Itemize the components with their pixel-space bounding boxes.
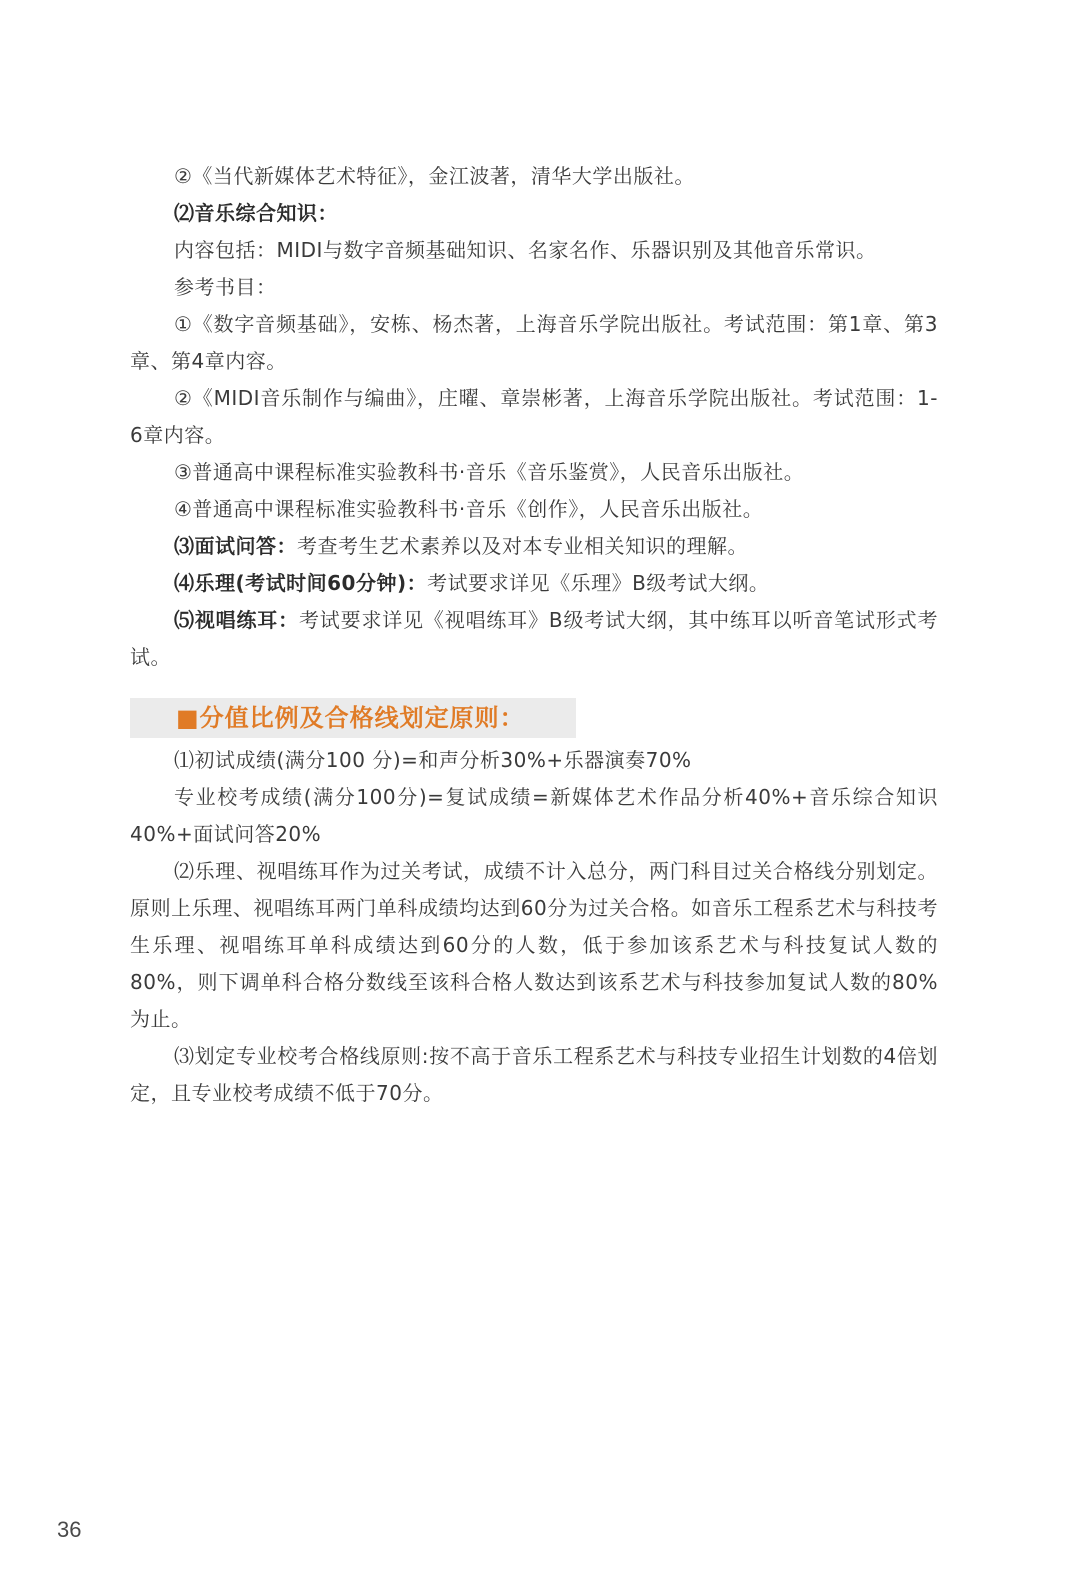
section-heading-bar (130, 698, 576, 738)
reference-item: ②《MIDI音乐制作与编曲》，庄曜、章崇彬著，上海音乐学院出版社。考试范围：1-6章内容。 (130, 386, 938, 447)
reference-item: ③普通高中课程标准实验教科书·音乐《音乐鉴赏》，人民音乐出版社。 (174, 460, 805, 484)
paragraph-lead: ⑷乐理(考试时间60分钟)： (174, 571, 428, 595)
reference-item: ④普通高中课程标准实验教科书·音乐《创作》，人民音乐出版社。 (174, 497, 764, 521)
paragraph: ⑵乐理、视唱练耳作为过关考试，成绩不计入总分，两门科目过关合格线分别划定。原则上乐理、视唱练耳两门单科成绩均达到60分为过关合格。如音乐工程系艺术与科技考生乐理、视唱练耳单科成绩达到60分的人数，低于参加该系艺术与科技复试人数的80%，则下调单科合格分数线至该科合格人数达到该系艺术与科技参加复试人数的80%为止。 (130, 859, 938, 1031)
paragraph-interview: ⑶面试问答：考查考生艺术素养以及对本专业相关知识的理解。 (174, 534, 748, 558)
paragraph: ②《当代新媒体艺术特征》，金江波著，清华大学出版社。 (174, 164, 695, 188)
section-title: ■分值比例及合格线划定原则： (176, 704, 525, 732)
page-number: 36 (57, 1517, 82, 1542)
paragraph: ⑴初试成绩(满分100 分)=和声分析30%+乐器演奏70% (174, 748, 692, 772)
subheading-music-knowledge: ⑵音乐综合知识： (174, 201, 338, 225)
reference-item: ①《数字音频基础》，安栋、杨杰著，上海音乐学院出版社。考试范围：第1章、第3章、第4章内容。 (130, 312, 938, 373)
paragraph-sight-singing: ⑸视唱练耳：考试要求详见《视唱练耳》B级考试大纲，其中练耳以听音笔试形式考试。 (130, 608, 938, 669)
page-content (130, 158, 938, 1112)
paragraph-music-theory: ⑷乐理(考试时间60分钟)：考试要求详见《乐理》B级考试大纲。 (174, 571, 770, 595)
paragraph: ⑶划定专业校考合格线原则:按不高于音乐工程系艺术与科技专业招生计划数的4倍划定，且专业校考成绩不低于70分。 (130, 1044, 938, 1105)
paragraph-lead: ⑸视唱练耳： (174, 608, 299, 632)
paragraph: 内容包括：MIDI与数字音频基础知识、名家名作、乐器识别及其他音乐常识。 (174, 238, 877, 262)
paragraph-lead: ⑶面试问答： (174, 534, 297, 558)
paragraph: 参考书目： (174, 275, 277, 299)
paragraph: 专业校考成绩(满分100分)=复试成绩=新媒体艺术作品分析40%+音乐综合知识40%+面试问答20% (130, 785, 938, 846)
